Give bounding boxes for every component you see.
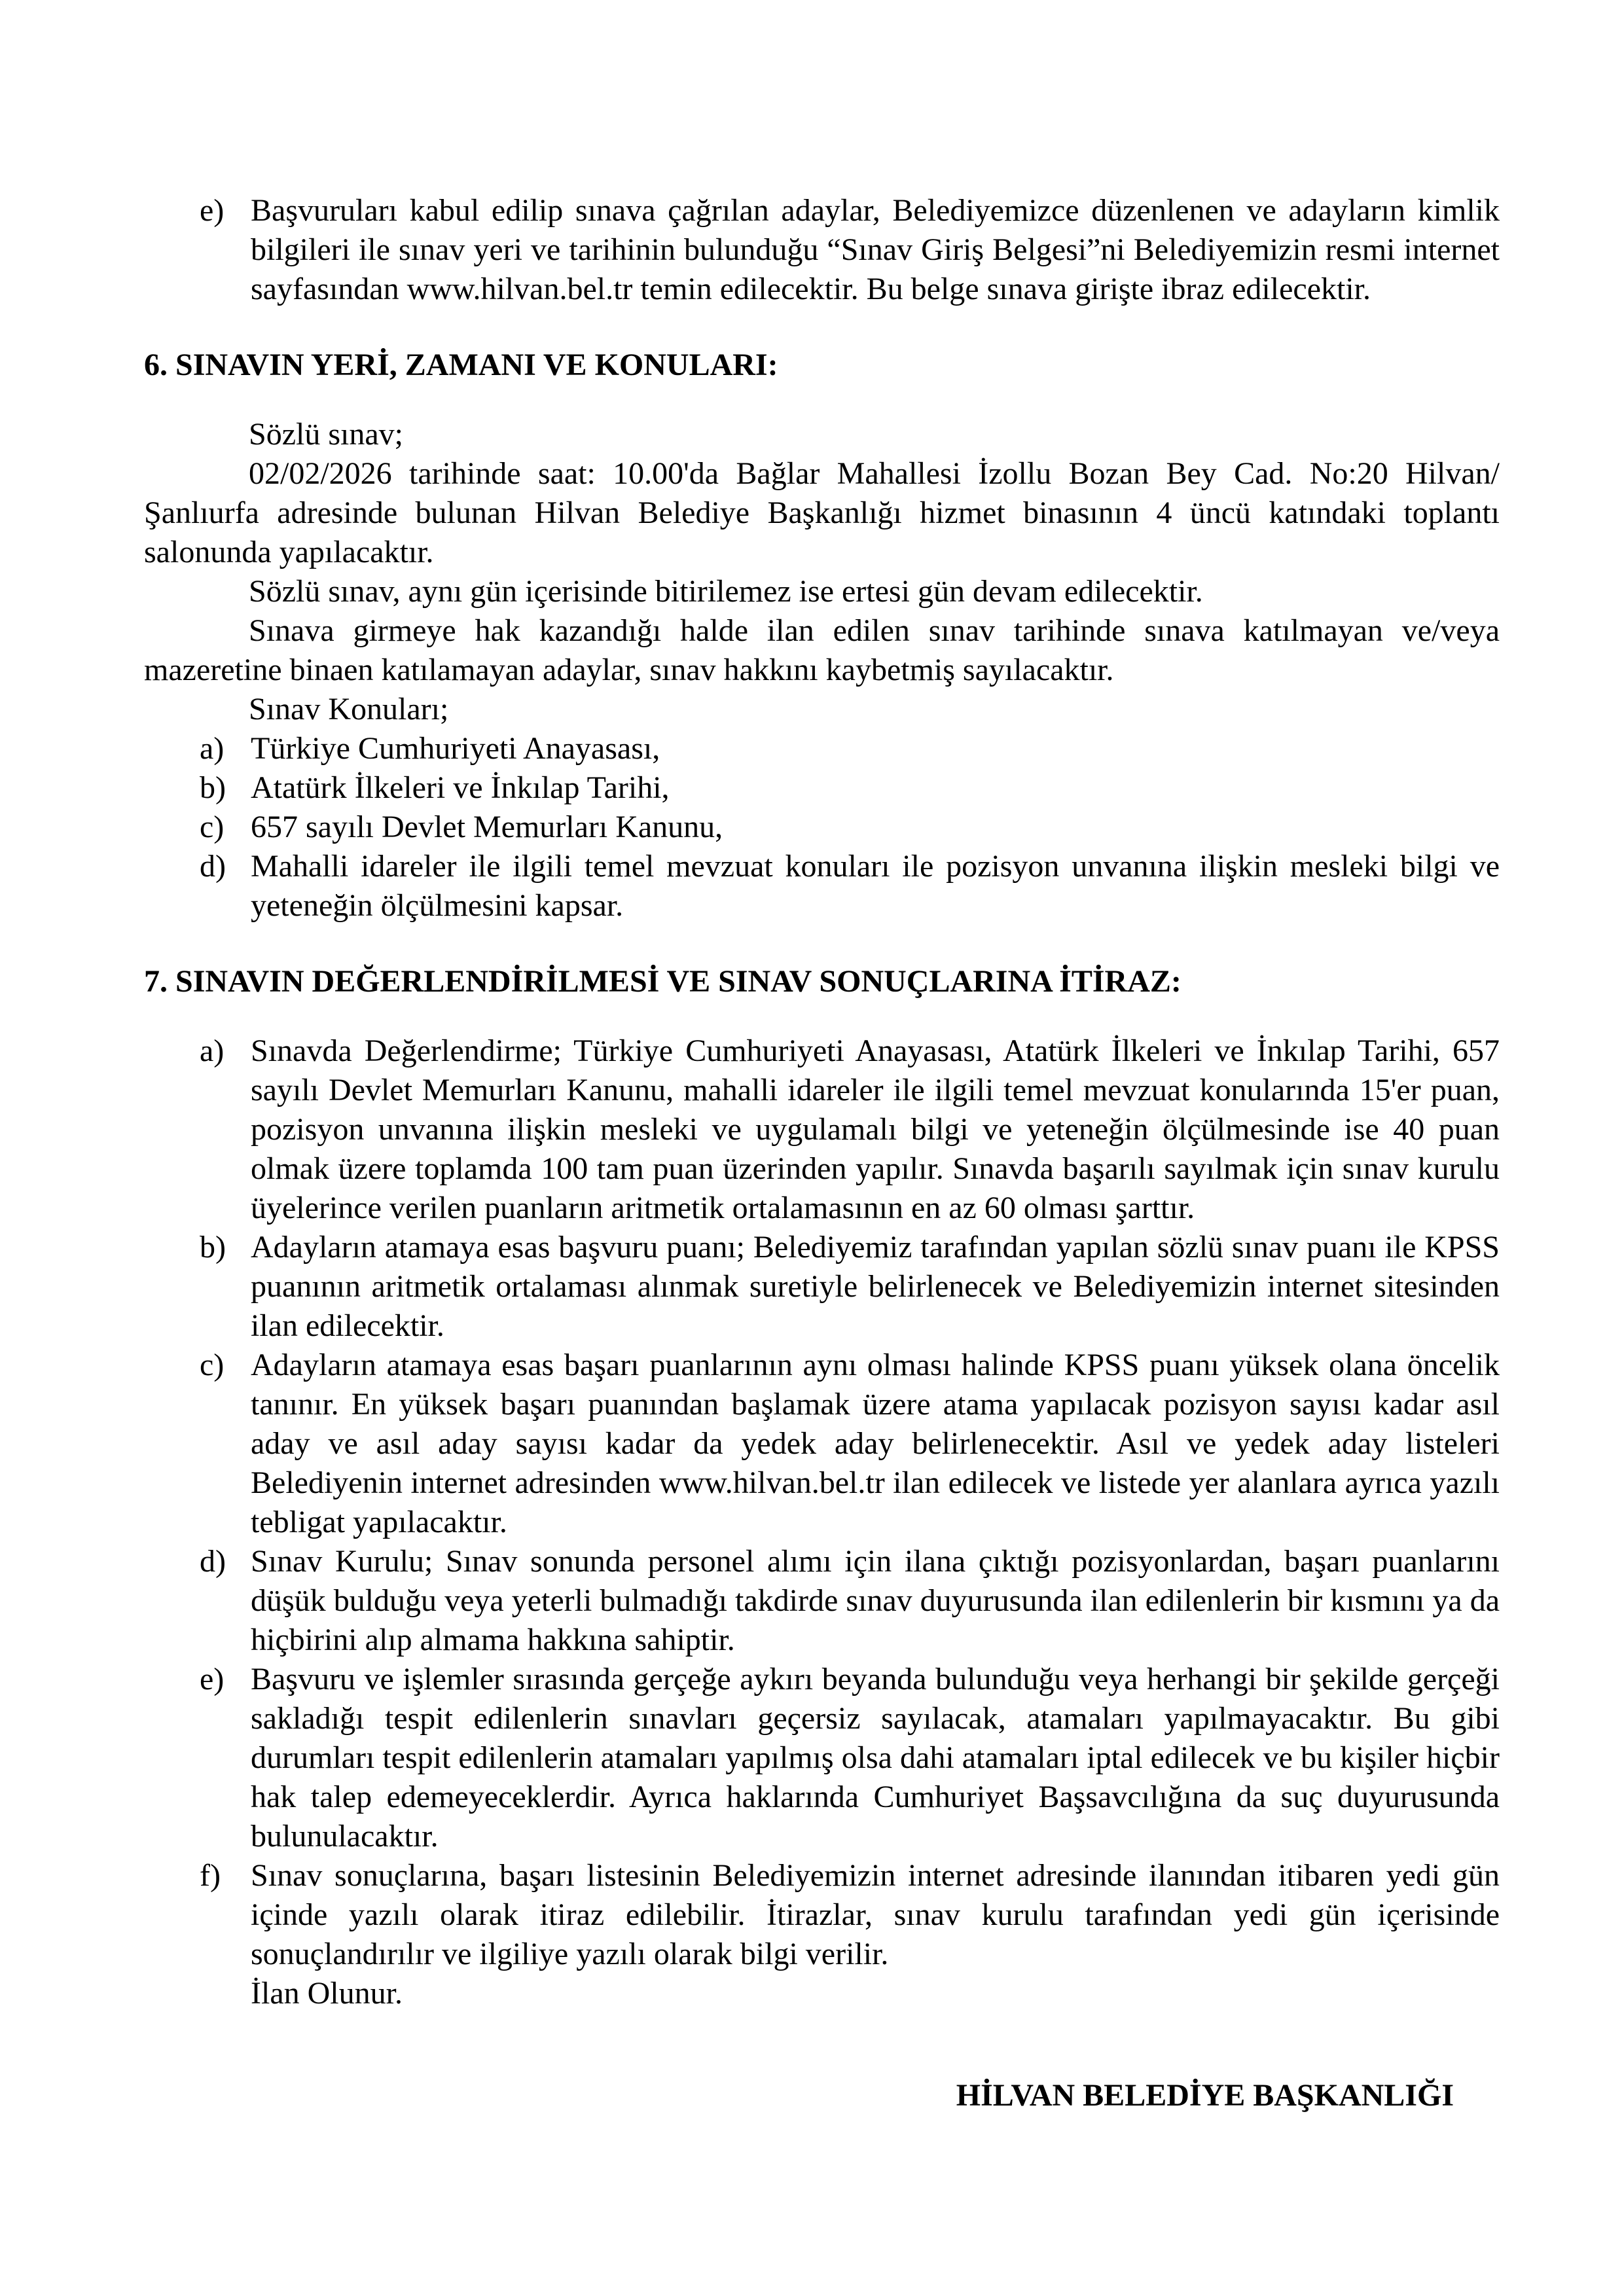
evaluation-text-b: Adayların atamaya esas başvuru puanı; Belediyemiz tarafından yapılan sözlü sınav puanı ile KPSS puanının aritmetik ortalaması alınmak suretiyle belirlenecek ve Belediyemizin internet sitesinden ilan edilecektir.: [251, 1230, 1500, 1343]
exam-topic-item-b: [200, 768, 1500, 808]
exam-topic-text-a: Türkiye Cumhuriyeti Anayasası,: [251, 731, 660, 766]
evaluation-marker-f: f): [200, 1858, 221, 1893]
evaluation-item-b: [200, 1228, 1500, 1346]
section-6-paragraph-4: Sınava girmeye hak kazandığı halde ilan edilen sınav tarihinde sınava katılmayan ve/veya mazeretine binaen katılamayan adaylar, sınav hakkını kaybetmiş sayılacaktır.: [144, 613, 1500, 687]
section-6-paragraph-3: Sözlü sınav, aynı gün içerisinde bitirilemez ise ertesi gün devam edilecektir.: [249, 574, 1203, 609]
evaluation-marker-c: c): [200, 1348, 225, 1382]
exam-topic-text-b: Atatürk İlkeleri ve İnkılap Tarihi,: [251, 770, 670, 805]
evaluation-text-d: Sınav Kurulu; Sınav sonunda personel alımı için ilana çıktığı pozisyonlardan, başarı puanlarını düşük bulduğu veya yeterli bulmadığı takdirde sınav duyurusunda ilan edilenlerin bir kısmını ya da hiçbirini alıp almama hakkına sahiptir.: [251, 1544, 1500, 1657]
evaluation-item-c: [200, 1346, 1500, 1542]
evaluation-text-f: Sınav sonuçlarına, başarı listesinin Belediyemizin internet adresinde ilanından itibaren yedi gün içinde yazılı olarak itiraz edilebilir. İtirazlar, sınav kurulu tarafından yedi gün içerisinde sonuçlandırılır ve ilgiliye yazılı olarak bilgi verilir.: [251, 1858, 1500, 1971]
section-6-paragraph-1: Sözlü sınav;: [249, 417, 403, 452]
exam-topic-item-d: [200, 847, 1500, 925]
evaluation-item-e: [200, 1660, 1500, 1856]
signature-line: HİLVAN BELEDİYE BAŞKANLIĞI: [956, 2078, 1454, 2113]
exam-topic-text-d: Mahalli idareler ile ilgili temel mevzuat konuları ile pozisyon unvanına ilişkin mesleki bilgi ve yeteneğin ölçülmesini kapsar.: [251, 849, 1500, 923]
evaluation-text-c: Adayların atamaya esas başarı puanlarının aynı olması halinde KPSS puanı yüksek olana öncelik tanınır. En yüksek başarı puanından başlamak üzere atama yapılacak pozisyon sayısı kadar asıl aday ve asıl aday sayısı kadar da yedek aday belirlenecektir. Asıl ve yedek aday listeleri Belediyenin internet adresinden www.hilvan.bel.tr ilan edilecek ve listede yer alanlara ayrıca yazılı tebligat yapılacaktır.: [251, 1348, 1500, 1539]
evaluation-marker-d: d): [200, 1544, 226, 1579]
exam-topic-text-c: 657 sayılı Devlet Memurları Kanunu,: [251, 810, 723, 844]
exam-topic-marker-b: b): [200, 770, 226, 805]
section-6-paragraph-2: 02/02/2026 tarihinde saat: 10.00'da Bağlar Mahallesi İzollu Bozan Bey Cad. No:20 Hilvan/Şanlıurfa adresinde bulunan Hilvan Belediye Başkanlığı hizmet binasının 4 üncü katındaki toplantı salonunda yapılacaktır.: [144, 456, 1500, 569]
intro-list-marker: e): [200, 193, 225, 228]
exam-topic-marker-d: d): [200, 849, 226, 884]
exam-topic-item-c: [200, 808, 1500, 847]
evaluation-item-f: [200, 1856, 1500, 1974]
section-7-heading: 7. SINAVIN DEĞERLENDİRİLMESİ VE SINAV SONUÇLARINA İTİRAZ:: [144, 964, 1182, 999]
exam-topic-marker-c: c): [200, 810, 225, 844]
evaluation-text-e: Başvuru ve işlemler sırasında gerçeğe aykırı beyanda bulunduğu veya herhangi bir şekilde gerçeği sakladığı tespit edilenlerin sınavları geçersiz sayılacak, atamaları yapılmayacaktır. Bu gibi durumları tespit edilenlerin atamaları yapılmış olsa dahi atamaları iptal edilecek ve bu kişiler hiçbir hak talep edemeyeceklerdir. Ayrıca haklarında Cumhuriyet Başsavcılığına da suç duyurusunda bulunulacaktır.: [251, 1662, 1500, 1854]
evaluation-marker-b: b): [200, 1230, 226, 1265]
evaluation-marker-e: e): [200, 1662, 225, 1696]
exam-topic-item-a: [200, 729, 1500, 768]
evaluation-text-a: Sınavda Değerlendirme; Türkiye Cumhuriyeti Anayasası, Atatürk İlkeleri ve İnkılap Tarihi, 657 sayılı Devlet Memurları Kanunu, mahalli idareler ile ilgili temel mevzuat konularında 15'er puan, pozisyon unvanına ilişkin mesleki ve uygulamalı bilgi ve yeteneğin ölçülmesinde ise 40 puan olmak üzere toplamda 100 tam puan üzerinden yapılır. Sınavda başarılı sayılmak için sınav kurulu üyelerince verilen puanların aritmetik ortalamasının en az 60 olması şarttır.: [251, 1033, 1500, 1225]
intro-list-text: Başvuruları kabul edilip sınava çağrılan adaylar, Belediyemizce düzenlenen ve adayların kimlik bilgileri ile sınav yeri ve tarihinin bulunduğu “Sınav Giriş Belgesi”ni Belediyemizin resmi internet sayfasından www.hilvan.bel.tr temin edilecektir. Bu belge sınava girişte ibraz edilecektir.: [251, 193, 1500, 306]
evaluation-item-d: [200, 1542, 1500, 1660]
closing-line: İlan Olunur.: [251, 1976, 403, 2011]
evaluation-marker-a: a): [200, 1033, 225, 1068]
section-6-heading: 6. SINAVIN YERİ, ZAMANI VE KONULARI:: [144, 348, 778, 382]
exam-topic-marker-a: a): [200, 731, 225, 766]
evaluation-item-a: [200, 1031, 1500, 1228]
section-6-paragraph-5: Sınav Konuları;: [249, 692, 449, 726]
intro-list-item: [200, 191, 1500, 309]
